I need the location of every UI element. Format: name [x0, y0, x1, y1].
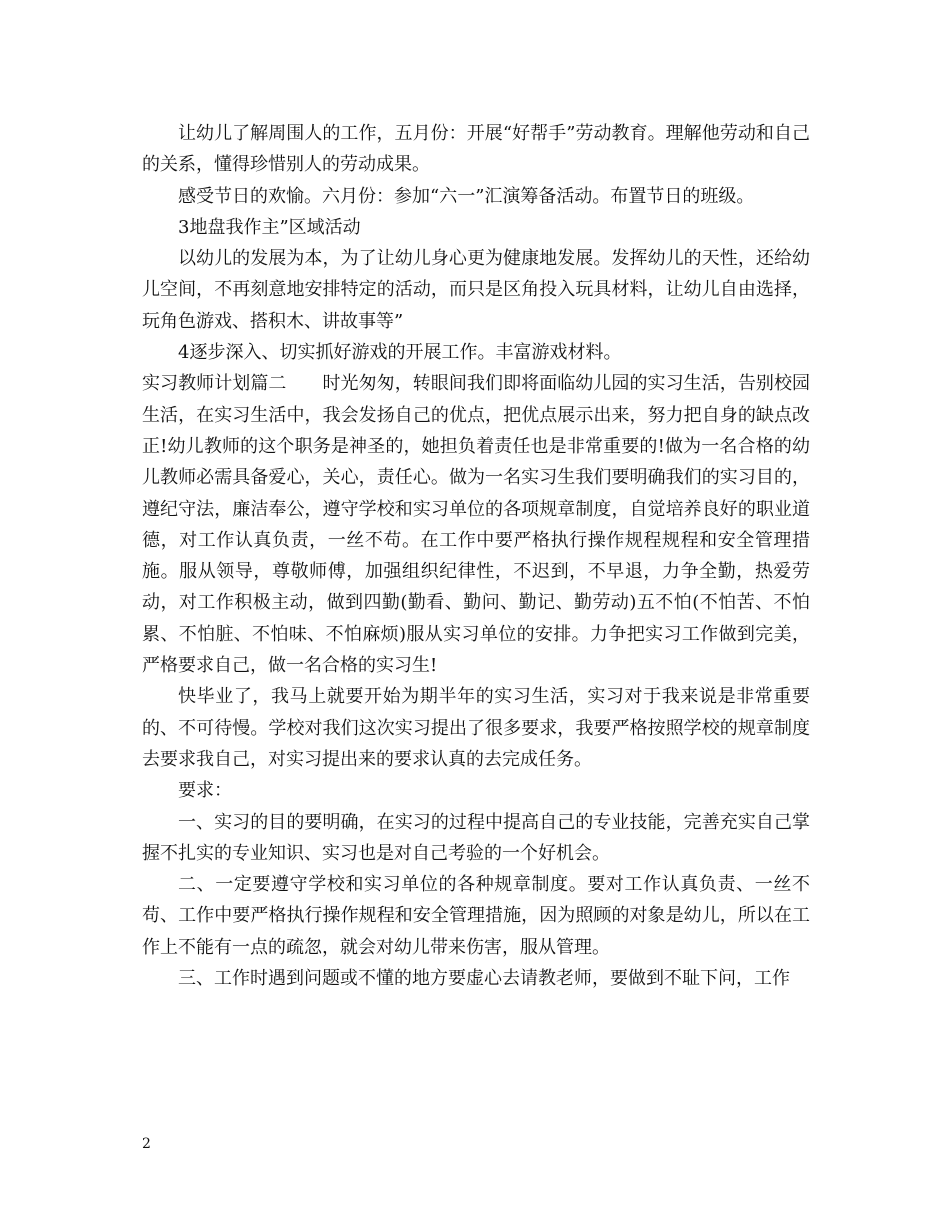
paragraph: 让幼儿了解周围人的工作，五月份：开展“好帮手”劳动教育。理解他劳动和自己的关系，懂得珍惜别人的劳动成果。 [142, 123, 810, 176]
paragraph: 二、一定要遵守学校和实习单位的各种规章制度。要对工作认真负责、一丝不苟、工作中要严格执行操作规程和安全管理措施，因为照顾的对象是幼儿，所以在工作上不能有一点的疏忽，就会对幼儿带来伤害，服从管理。 [142, 874, 810, 958]
paragraph: 4逐步深入、切实抓好游戏的开展工作。丰富游戏材料。 [178, 342, 622, 364]
section-first-paragraph-text: 时光匆匆，转眼间我们即将面临幼儿园的实习生活，告别校园生活，在实习生活中，我会发扬自己的优点，把优点展示出来，努力把自身的缺点改正!幼儿教师的这个职务是神圣的，她担负着责任也是非常重要的!做为一名合格的幼儿教师必需具备爱心，关心，责任心。做为一名实习生我们要明确我们的实习目的，遵纪守法，廉洁奉公，遵守学校和实习单位的各项规章制度，自觉培养良好的职业道德，对工作认真负责，一丝不苟。在工作中要严格执行操作规程规程和安全管理措施。服从领导，尊敬师傅，加强组织纪律性，不迟到，不早退，力争全勤，热爱劳动，对工作积极主动，做到四勤(勤看、勤问、勤记、勤劳动)五不怕(不怕苦、不怕累、不怕脏、不怕味、不怕麻烦)服从实习单位的安排。力争把实习工作做到完美，严格要求自己，做一名合格的实习生! [142, 373, 811, 677]
page-number: 2 [142, 1136, 151, 1152]
paragraph: 快毕业了，我马上就要开始为期半年的实习生活，实习对于我来说是非常重要的、不可待慢。学校对我们这次实习提出了很多要求，我要严格按照学校的规章制度去要求我自己，对实习提出来的要求认真的去完成任务。 [142, 686, 810, 770]
paragraph: 感受节日的欢愉。六月份：参加“六一”汇演筹备活动。布置节日的班级。 [178, 185, 755, 207]
document-body [142, 118, 810, 994]
section-paragraph [142, 368, 810, 681]
paragraph: 一、实习的目的要明确，在实习的过程中提高自己的专业技能，完善充实自己掌握不扎实的专业知识、实习也是对自己考验的一个好机会。 [142, 811, 810, 864]
paragraph: 以幼儿的发展为本，为了让幼儿身心更为健康地发展。发挥幼儿的天性，还给幼儿空间，不再刻意地安排特定的活动，而只是区角投入玩具材料，让幼儿自由选择，玩角色游戏、搭积木、讲故事等” [142, 248, 810, 332]
section-heading: 实习教师计划篇二 [142, 373, 287, 395]
paragraph: 三、工作时遇到问题或不懂的地方要虚心去请教老师，要做到不耻下问，工作 [178, 968, 790, 990]
paragraph: 3地盘我作主”区域活动 [178, 216, 361, 238]
paragraph: 要求： [178, 780, 232, 802]
